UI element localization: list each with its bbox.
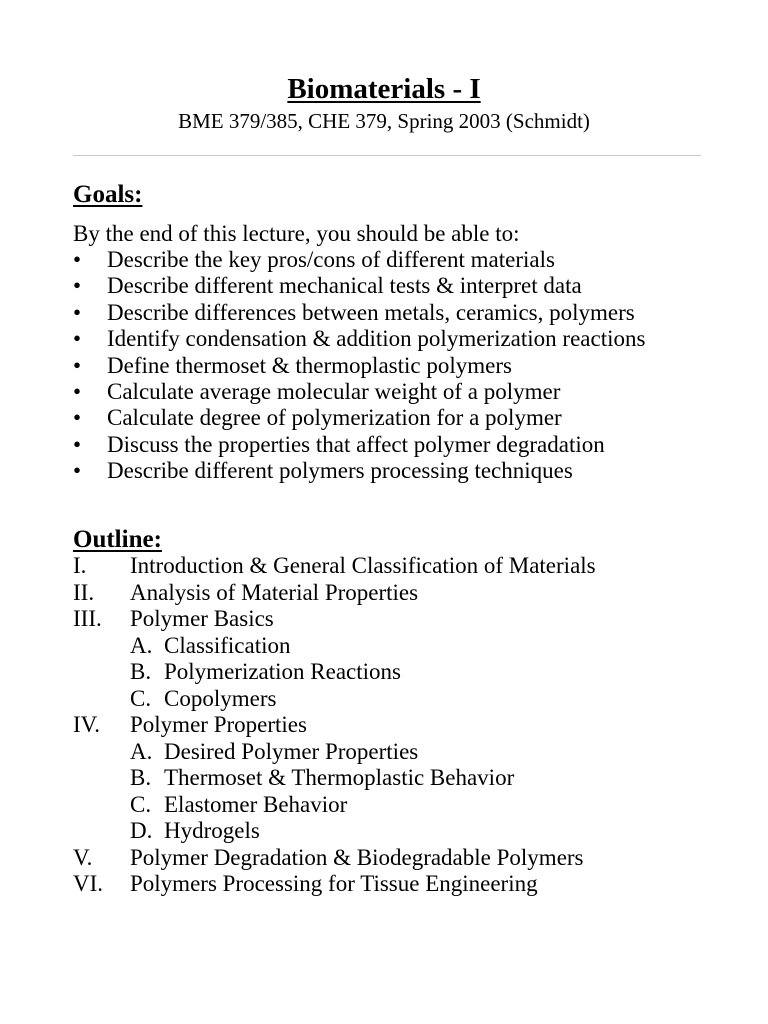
outline-number: D. — [130, 818, 153, 843]
outline-number: VI. — [73, 871, 104, 896]
outline-text: Thermoset & Thermoplastic Behavior — [164, 765, 515, 790]
outline-text: Copolymers — [164, 685, 277, 711]
bullet-icon: • — [73, 405, 82, 431]
outline-number: C. — [130, 685, 152, 711]
outline-text: Polymerization Reactions — [164, 659, 401, 684]
bullet-icon: • — [73, 273, 82, 299]
goal-text: Define thermoset & thermoplastic polymers — [107, 352, 512, 378]
outline-number: V. — [73, 844, 93, 870]
outline-heading: Outline: — [73, 526, 162, 553]
outline-text: Classification — [164, 632, 291, 658]
bullet-icon: • — [73, 247, 82, 272]
bullet-icon: • — [73, 458, 82, 484]
outline-text: Introduction & General Classification of Materials — [130, 553, 596, 578]
outline-number: I. — [73, 553, 87, 578]
outline-text: Polymers Processing for Tissue Engineering — [130, 871, 538, 896]
outline-number: III. — [73, 606, 102, 631]
course-subtitle: BME 379/385, CHE 379, Spring 2003 (Schmidt) — [178, 109, 590, 133]
bullet-icon: • — [73, 326, 82, 352]
outline-number: IV. — [73, 712, 101, 737]
goal-text: Describe different mechanical tests & interpret data — [107, 273, 582, 299]
page-title: Biomaterials - I — [287, 73, 481, 105]
goal-text: Discuss the properties that affect polymer degradation — [107, 431, 605, 457]
goal-text: Describe differences between metals, ceramics, polymers — [107, 299, 635, 325]
outline-number: B. — [130, 765, 152, 790]
outline-text: Polymer Properties — [130, 712, 307, 737]
bullet-icon: • — [73, 352, 82, 378]
outline-text: Analysis of Material Properties — [130, 579, 419, 605]
outline-number: A. — [130, 738, 153, 764]
goals-heading: Goals: — [73, 181, 143, 208]
horizontal-divider — [73, 155, 701, 156]
goal-text: Identify condensation & addition polymerization reactions — [107, 326, 646, 352]
goal-text: Describe the key pros/cons of different materials — [107, 247, 555, 272]
goal-text: Calculate average molecular weight of a polymer — [107, 378, 561, 404]
outline-text: Polymer Basics — [130, 606, 274, 631]
bullet-icon: • — [73, 431, 82, 457]
outline-number: B. — [130, 659, 152, 684]
goals-intro: By the end of this lecture, you should be able to: — [73, 221, 520, 246]
outline-text: Elastomer Behavior — [164, 791, 348, 817]
goal-text: Describe different polymers processing techniques — [107, 458, 573, 484]
outline-text: Desired Polymer Properties — [164, 738, 419, 764]
outline-number: A. — [130, 632, 153, 658]
bullet-icon: • — [73, 299, 82, 325]
outline-text: Polymer Degradation & Biodegradable Polymers — [130, 844, 584, 870]
bullet-icon: • — [73, 378, 82, 404]
outline-number: C. — [130, 791, 152, 817]
outline-number: II. — [73, 579, 95, 605]
goal-text: Calculate degree of polymerization for a polymer — [107, 405, 562, 431]
outline-text: Hydrogels — [164, 818, 260, 843]
